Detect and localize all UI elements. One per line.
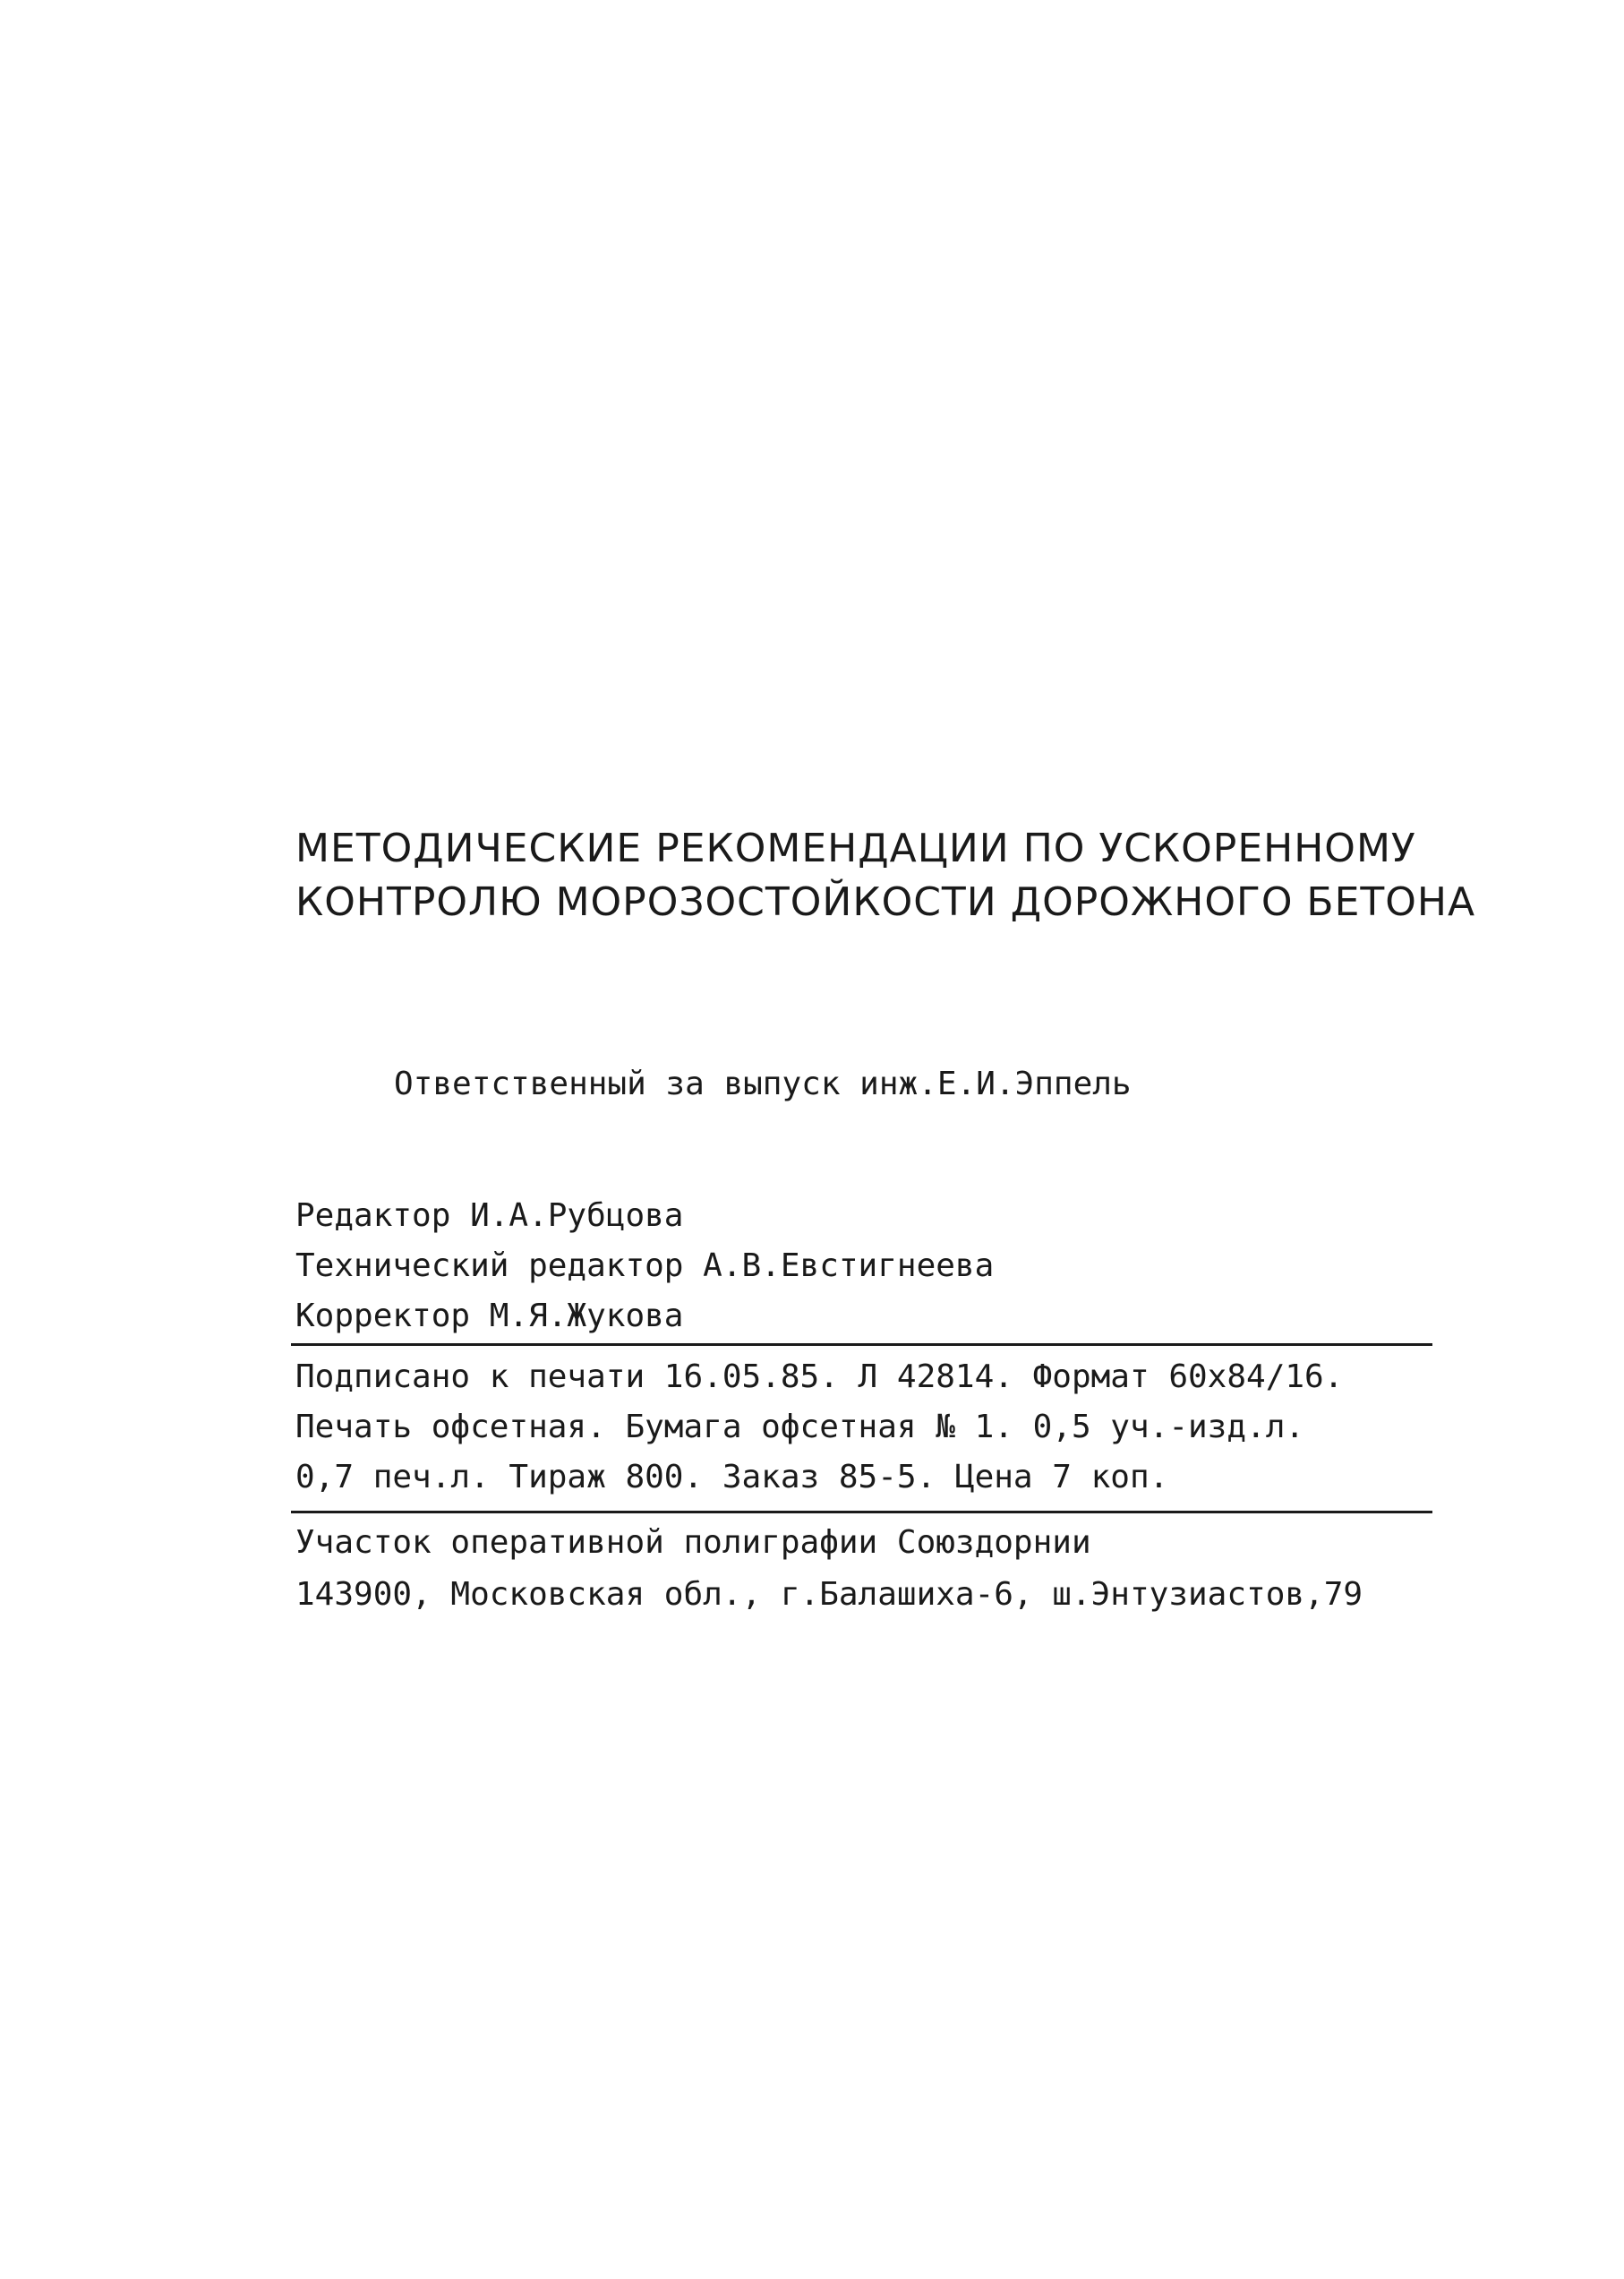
proofreader-line: Корректор М.Я.Жукова: [295, 1298, 684, 1334]
responsible-line: Ответственный за выпуск инж.Е.И.Эппель: [394, 1066, 1132, 1102]
print-imprint: [295, 1352, 1343, 1503]
technical-editor-line: Технический редактор А.В.Евстигнеева: [295, 1247, 995, 1284]
imprint-line-1: Подписано к печати 16.05.85. Л 42814. Формат 60х84/16.: [295, 1358, 1344, 1395]
editor-line: Редактор И.А.Рубцова: [295, 1197, 684, 1234]
divider-bottom: [291, 1511, 1432, 1513]
printer-name: Участок оперативной полиграфии Союздорнии: [295, 1524, 1091, 1561]
title-line-2: КОНТРОЛЮ МОРОЗОСТОЙКОСТИ ДОРОЖНОГО БЕТОНА: [295, 879, 1476, 925]
printer-info: [295, 1517, 1363, 1621]
printer-address: 143900, Московская обл., г.Балашиха-6, ш.Энтузиастов,79: [295, 1576, 1363, 1613]
divider-top: [291, 1343, 1432, 1346]
imprint-line-3: 0,7 печ.л. Тираж 800. Заказ 85-5. Цена 7 коп.: [295, 1459, 1169, 1495]
title-line-1: МЕТОДИЧЕСКИЕ РЕКОМЕНДАЦИИ ПО УСКОРЕННОМУ: [295, 826, 1416, 871]
imprint-line-2: Печать офсетная. Бумага офсетная № 1. 0,5 уч.-изд.л.: [295, 1409, 1305, 1445]
document-title: [295, 822, 1477, 930]
staff-list: [295, 1191, 994, 1341]
